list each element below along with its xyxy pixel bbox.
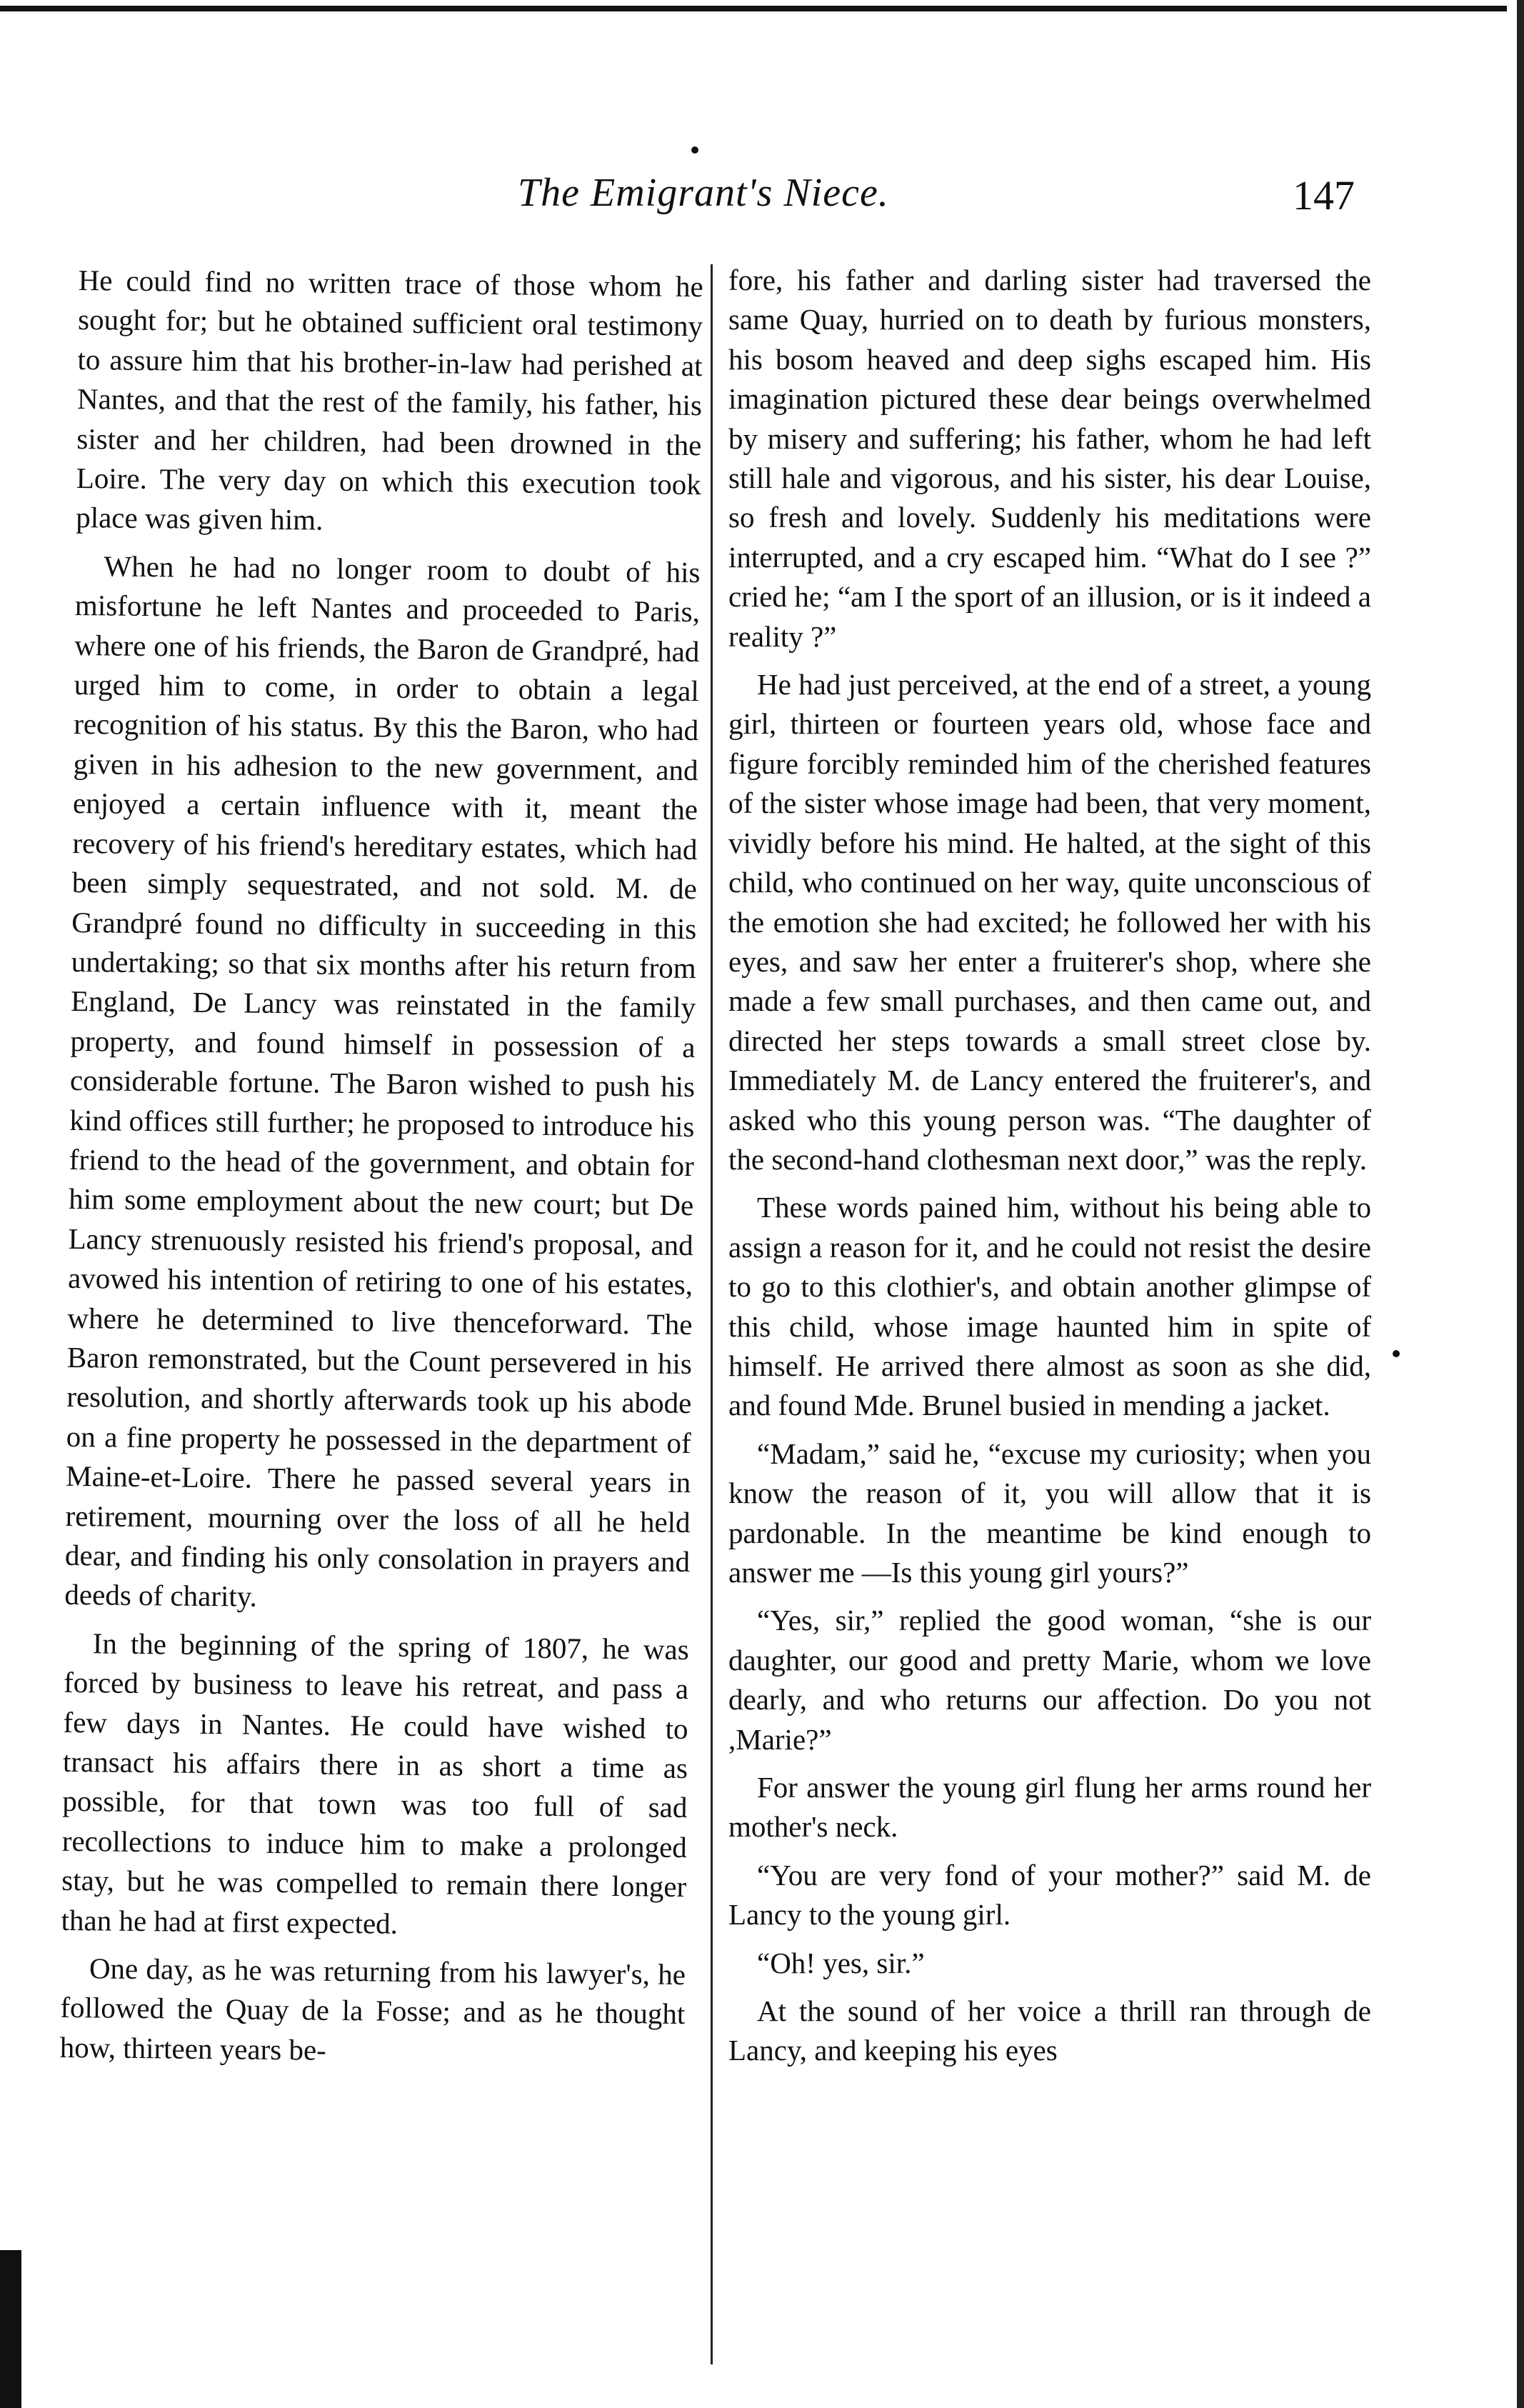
- paragraph: For answer the young girl flung her arms round her mother's neck.: [728, 1771, 1371, 1844]
- right-page-edge: [1517, 0, 1524, 2408]
- paragraph: When he had no longer room to doubt of his misfortune he left Nantes and proceeded to Paris, where one of his friends, the Baron de Grandpré, had urged him to come, in order to obtain a legal recognition of his status. By this the Baron, who had given in his adhesion to the new government, and enjoyed a certain influence with it, meant the recovery of his friend's hereditary estates, which had been simply sequestrated, and not sold. M. de Grandpré found no difficulty in succeeding in this undertaking; so that six months after his return from England, De Lancy was reinstated in the family property, and found himself in possession of a considerable fortune. The Baron wished to push his kind offices still further; he proposed to introduce his friend to the head of the government, and obtain for him some employment about the new court; but De Lancy strenuously resisted his friend's proposal, and avowed his intention of retiring to one of his estates, where he determined to live thenceforward. The Baron remonstrated, but the Count persevered in his resolution, and shortly afterwards took up his abode on a fine property he possessed in the department of Maine-et-Loire. There he passed several years in retirement, mourning over the loss of all he held dear, and finding his only consolation in prayers and deeds of charity.: [64, 549, 701, 1614]
- print-speck: [1393, 1350, 1400, 1357]
- paragraph: One day, as he was returning from his lawyer's, he followed the Quay de la Fosse; and as he thought how, thirteen years be-: [59, 1952, 686, 2067]
- paragraph: These words pained him, without his being able to assign a reason for it, and he could not resist the desire to go to this clothier's, and obtain another glimpse of this child, whose image haunted him in spite of himself. He arrived there almost as soon as she did, and found Mde. Brunel busied in mending a jacket.: [728, 1191, 1371, 1422]
- right-text-column: [728, 261, 1371, 2079]
- paragraph: In the beginning of the spring of 1807, he was forced by business to leave his retreat, and pass a few days in Nantes. He could have wished to transact his affairs there in as short a time as possible, for that town was too full of sad recollections to induce him to make a prolonged stay, but he was compelled to remain there longer than he had at first expected.: [61, 1627, 689, 1940]
- paragraph: “Oh! yes, sir.”: [757, 1946, 925, 1979]
- paragraph: He had just perceived, at the end of a street, a young girl, thirteen or fourteen years old, whose face and figure forcibly reminded him of the cherished features of the sister whose image had been, that very moment, vividly before his mind. He halted, at the sight of this child, who continued on her way, quite unconscious of the emotion she had excited; he followed her with his eyes, and saw her enter a fruiterer's shop, where she made a few small purchases, and then came out, and directed her steps towards a small street close by. Immediately M. de Lancy entered the fruiterer's, and asked who this young person was. “The daughter of the second-hand clothesman next door,” was the reply.: [728, 668, 1371, 1176]
- column-divider: [711, 264, 713, 2364]
- page-number: 147: [1293, 172, 1355, 219]
- paragraph: He could find no written trace of those whom he sought for; but he obtained sufficient oral testimony to assure him that his brother-in-law had perished at Nantes, and that the rest of the family, his father, his sister and her children, had been drowned in the Loire. The very day on which this execution took place was given him.: [75, 263, 703, 537]
- paragraph: At the sound of her voice a thrill ran through de Lancy, and keeping his eyes: [728, 1994, 1371, 2067]
- running-title: The Emigrant's Niece.: [518, 171, 889, 215]
- left-text-column: [59, 261, 703, 2082]
- paragraph: fore, his father and darling sister had traversed the same Quay, hurried on to death by furious monsters, his bosom heaved and deep sighs escaped him. His imagination pictured these dear beings overwhelmed by misery and suffering; his father, whom he had left still hale and vigorous, and his sister, his dear Louise, so fresh and lovely. Suddenly his meditations were interrupted, and a cry escaped him. “What do I see ?” cried he; “am I the sport of an illusion, or is it indeed a reality ?”: [728, 264, 1371, 653]
- page-header: [0, 170, 1524, 234]
- left-page-edge-shadow: [0, 2250, 21, 2408]
- paragraph: “You are very fond of your mother?” said M. de Lancy to the young girl.: [728, 1858, 1371, 1932]
- paragraph: “Yes, sir,” replied the good woman, “she is our daughter, our good and pretty Marie, whom we love dearly, and who returns our affection. Do you not ,Marie?”: [728, 1604, 1371, 1756]
- print-speck: [691, 146, 698, 154]
- paragraph: “Madam,” said he, “excuse my curiosity; when you know the reason of it, you will allow that it is pardonable. In the meantime be kind enough to answer me —Is this young girl yours?”: [728, 1437, 1371, 1589]
- top-border-rule: [0, 6, 1507, 11]
